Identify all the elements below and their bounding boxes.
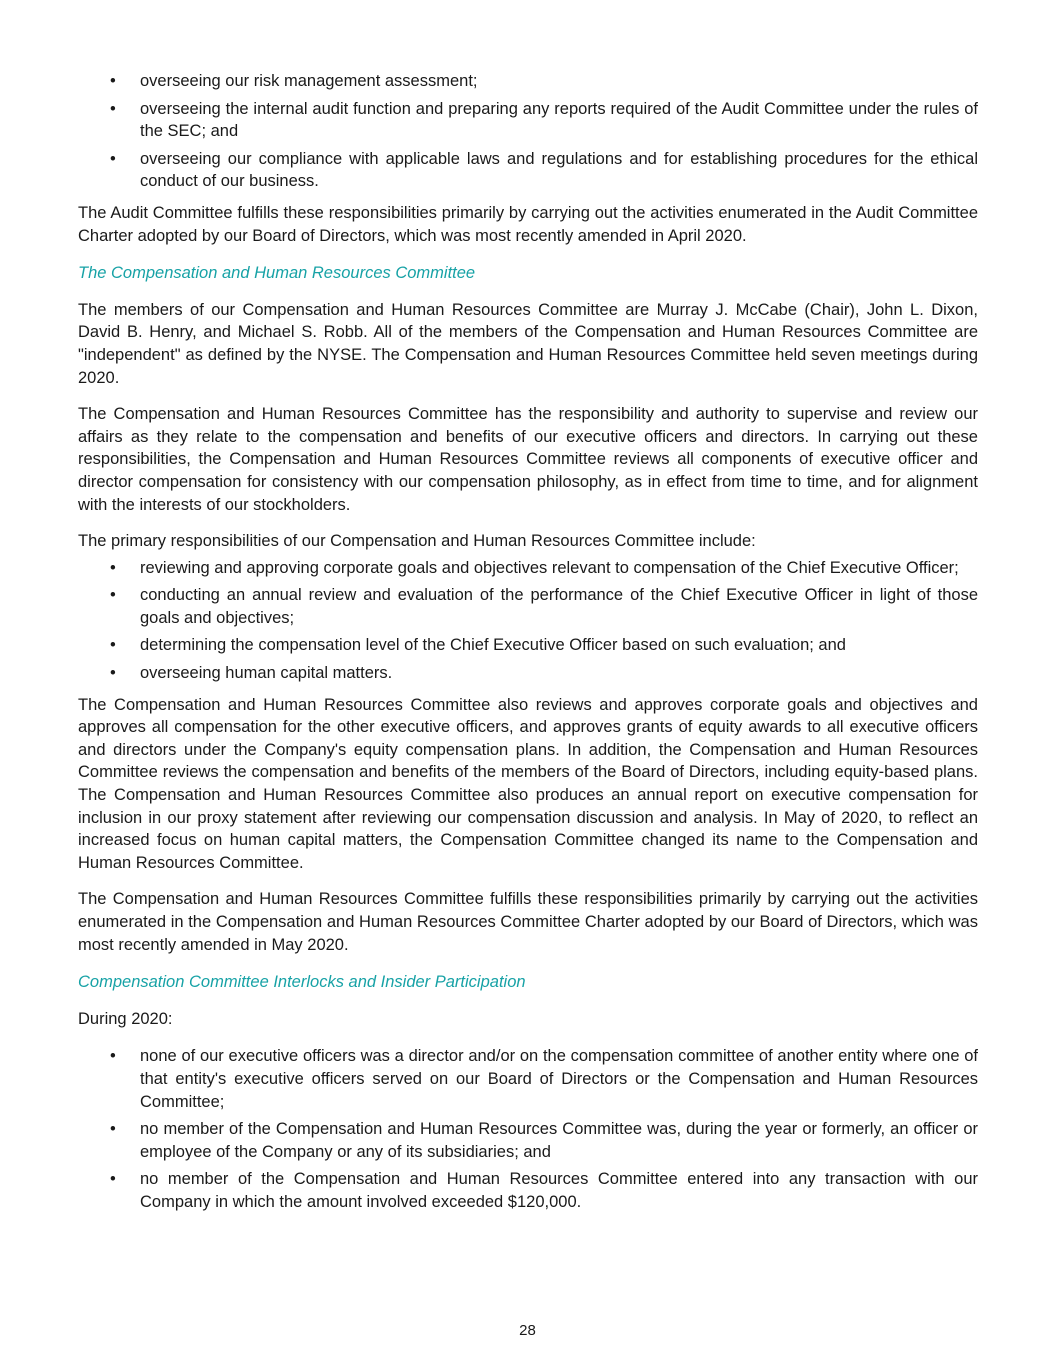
bullet-icon: • xyxy=(110,149,116,168)
compensation-members-paragraph: The members of our Compensation and Human Resources Committee are Murray J. McCabe (Chair), John L. Dixon, David B. Henry, and Michael S. Robb. All of the members of the Compensation and Human Resources Committee are "independent" as defined by the NYSE. The Compensation and Human Resources Committee held seven meetings during 2020. xyxy=(78,300,978,387)
list-item: • conducting an annual review and evaluation of the performance of the Chief Executive Officer in light of those goals and objectives; xyxy=(110,586,978,627)
document-page xyxy=(78,70,978,1219)
compensation-committee-heading: The Compensation and Human Resources Committee xyxy=(78,264,476,283)
list-item: • overseeing the internal audit function and preparing any reports required of the Audit Committee under the rules of the SEC; and xyxy=(110,99,978,141)
list-item: • overseeing our compliance with applicable laws and regulations and for establishing procedures for the ethical conduct of our business. xyxy=(110,149,978,191)
audit-responsibilities-list xyxy=(78,70,978,193)
bullet-icon: • xyxy=(110,636,116,655)
compensation-responsibilities-list xyxy=(78,557,978,685)
compensation-fulfills-paragraph: The Compensation and Human Resources Committee fulfills these responsibilities primarily by carrying out the activities enumerated in the Compensation and Human Resources Committee Charter adopted by our Board of Directors, which was most recently amended in May 2020. xyxy=(78,890,978,954)
list-item: • reviewing and approving corporate goals and objectives relevant to compensation of the Chief Executive Officer; xyxy=(78,557,978,580)
list-item: • overseeing our risk management assessment; xyxy=(78,70,978,93)
audit-summary-paragraph: The Audit Committee fulfills these responsibilities primarily by carrying out the activities enumerated in the Audit Committee Charter adopted by our Board of Directors, which was most recently amended in April 2020. xyxy=(78,203,978,245)
interlocks-list xyxy=(78,1045,978,1213)
page-number: 28 xyxy=(519,1322,536,1339)
list-item: • none of our executive officers was a director and/or on the compensation committee of another entity where one of that entity's executive officers served on our Board of Directors or the Compensation and Human Resources Committee; xyxy=(110,1047,978,1111)
interlocks-intro: During 2020: xyxy=(78,1009,173,1028)
compensation-also-paragraph: The Compensation and Human Resources Committee also reviews and approves corporate goals and objectives and approves all compensation for the other executive officers, and approves grants of equity awards to all executive officers and directors under the Company's equity compensation plans. In addition, the Compensation and Human Resources Committee reviews the compensation and benefits of the members of the Board of Directors, including equity-based plans. The Compensation and Human Resources Committee also produces an annual report on executive compensation for inclusion in our proxy statement after reviewing our compensation discussion and analysis. In May of 2020, to reflect an increased focus on human capital matters, the Compensation Committee changed its name to the Compensation and Human Resources Committee. xyxy=(78,695,978,872)
bullet-icon: • xyxy=(110,558,116,577)
bullet-icon: • xyxy=(110,1047,116,1066)
list-item: • no member of the Compensation and Human Resources Committee was, during the year or formerly, an officer or employee of the Company or any of its subsidiaries; and xyxy=(110,1120,978,1161)
bullet-icon: • xyxy=(110,99,116,118)
bullet-icon: • xyxy=(110,664,116,683)
compensation-primary-intro: The primary responsibilities of our Compensation and Human Resources Committee include: xyxy=(78,532,756,551)
bullet-icon: • xyxy=(110,586,116,605)
interlocks-heading: Compensation Committee Interlocks and Insider Participation xyxy=(78,973,526,992)
bullet-icon: • xyxy=(110,72,116,90)
list-item: • no member of the Compensation and Human Resources Committee entered into any transaction with our Company in which the amount involved exceeded $120,000. xyxy=(110,1170,978,1211)
list-item: • overseeing human capital matters. xyxy=(78,662,978,685)
compensation-responsibility-paragraph: The Compensation and Human Resources Committee has the responsibility and authority to supervise and review our affairs as they relate to the compensation and benefits of our executive officers and directors. In carrying out these responsibilities, the Compensation and Human Resources Committee reviews all components of executive officer and director compensation for consistency with our compensation philosophy, as in effect from time to time, and for alignment with the interests of our stockholders. xyxy=(78,405,978,514)
bullet-icon: • xyxy=(110,1120,116,1139)
bullet-icon: • xyxy=(110,1170,116,1189)
list-item: • determining the compensation level of the Chief Executive Officer based on such evaluation; and xyxy=(78,634,978,657)
